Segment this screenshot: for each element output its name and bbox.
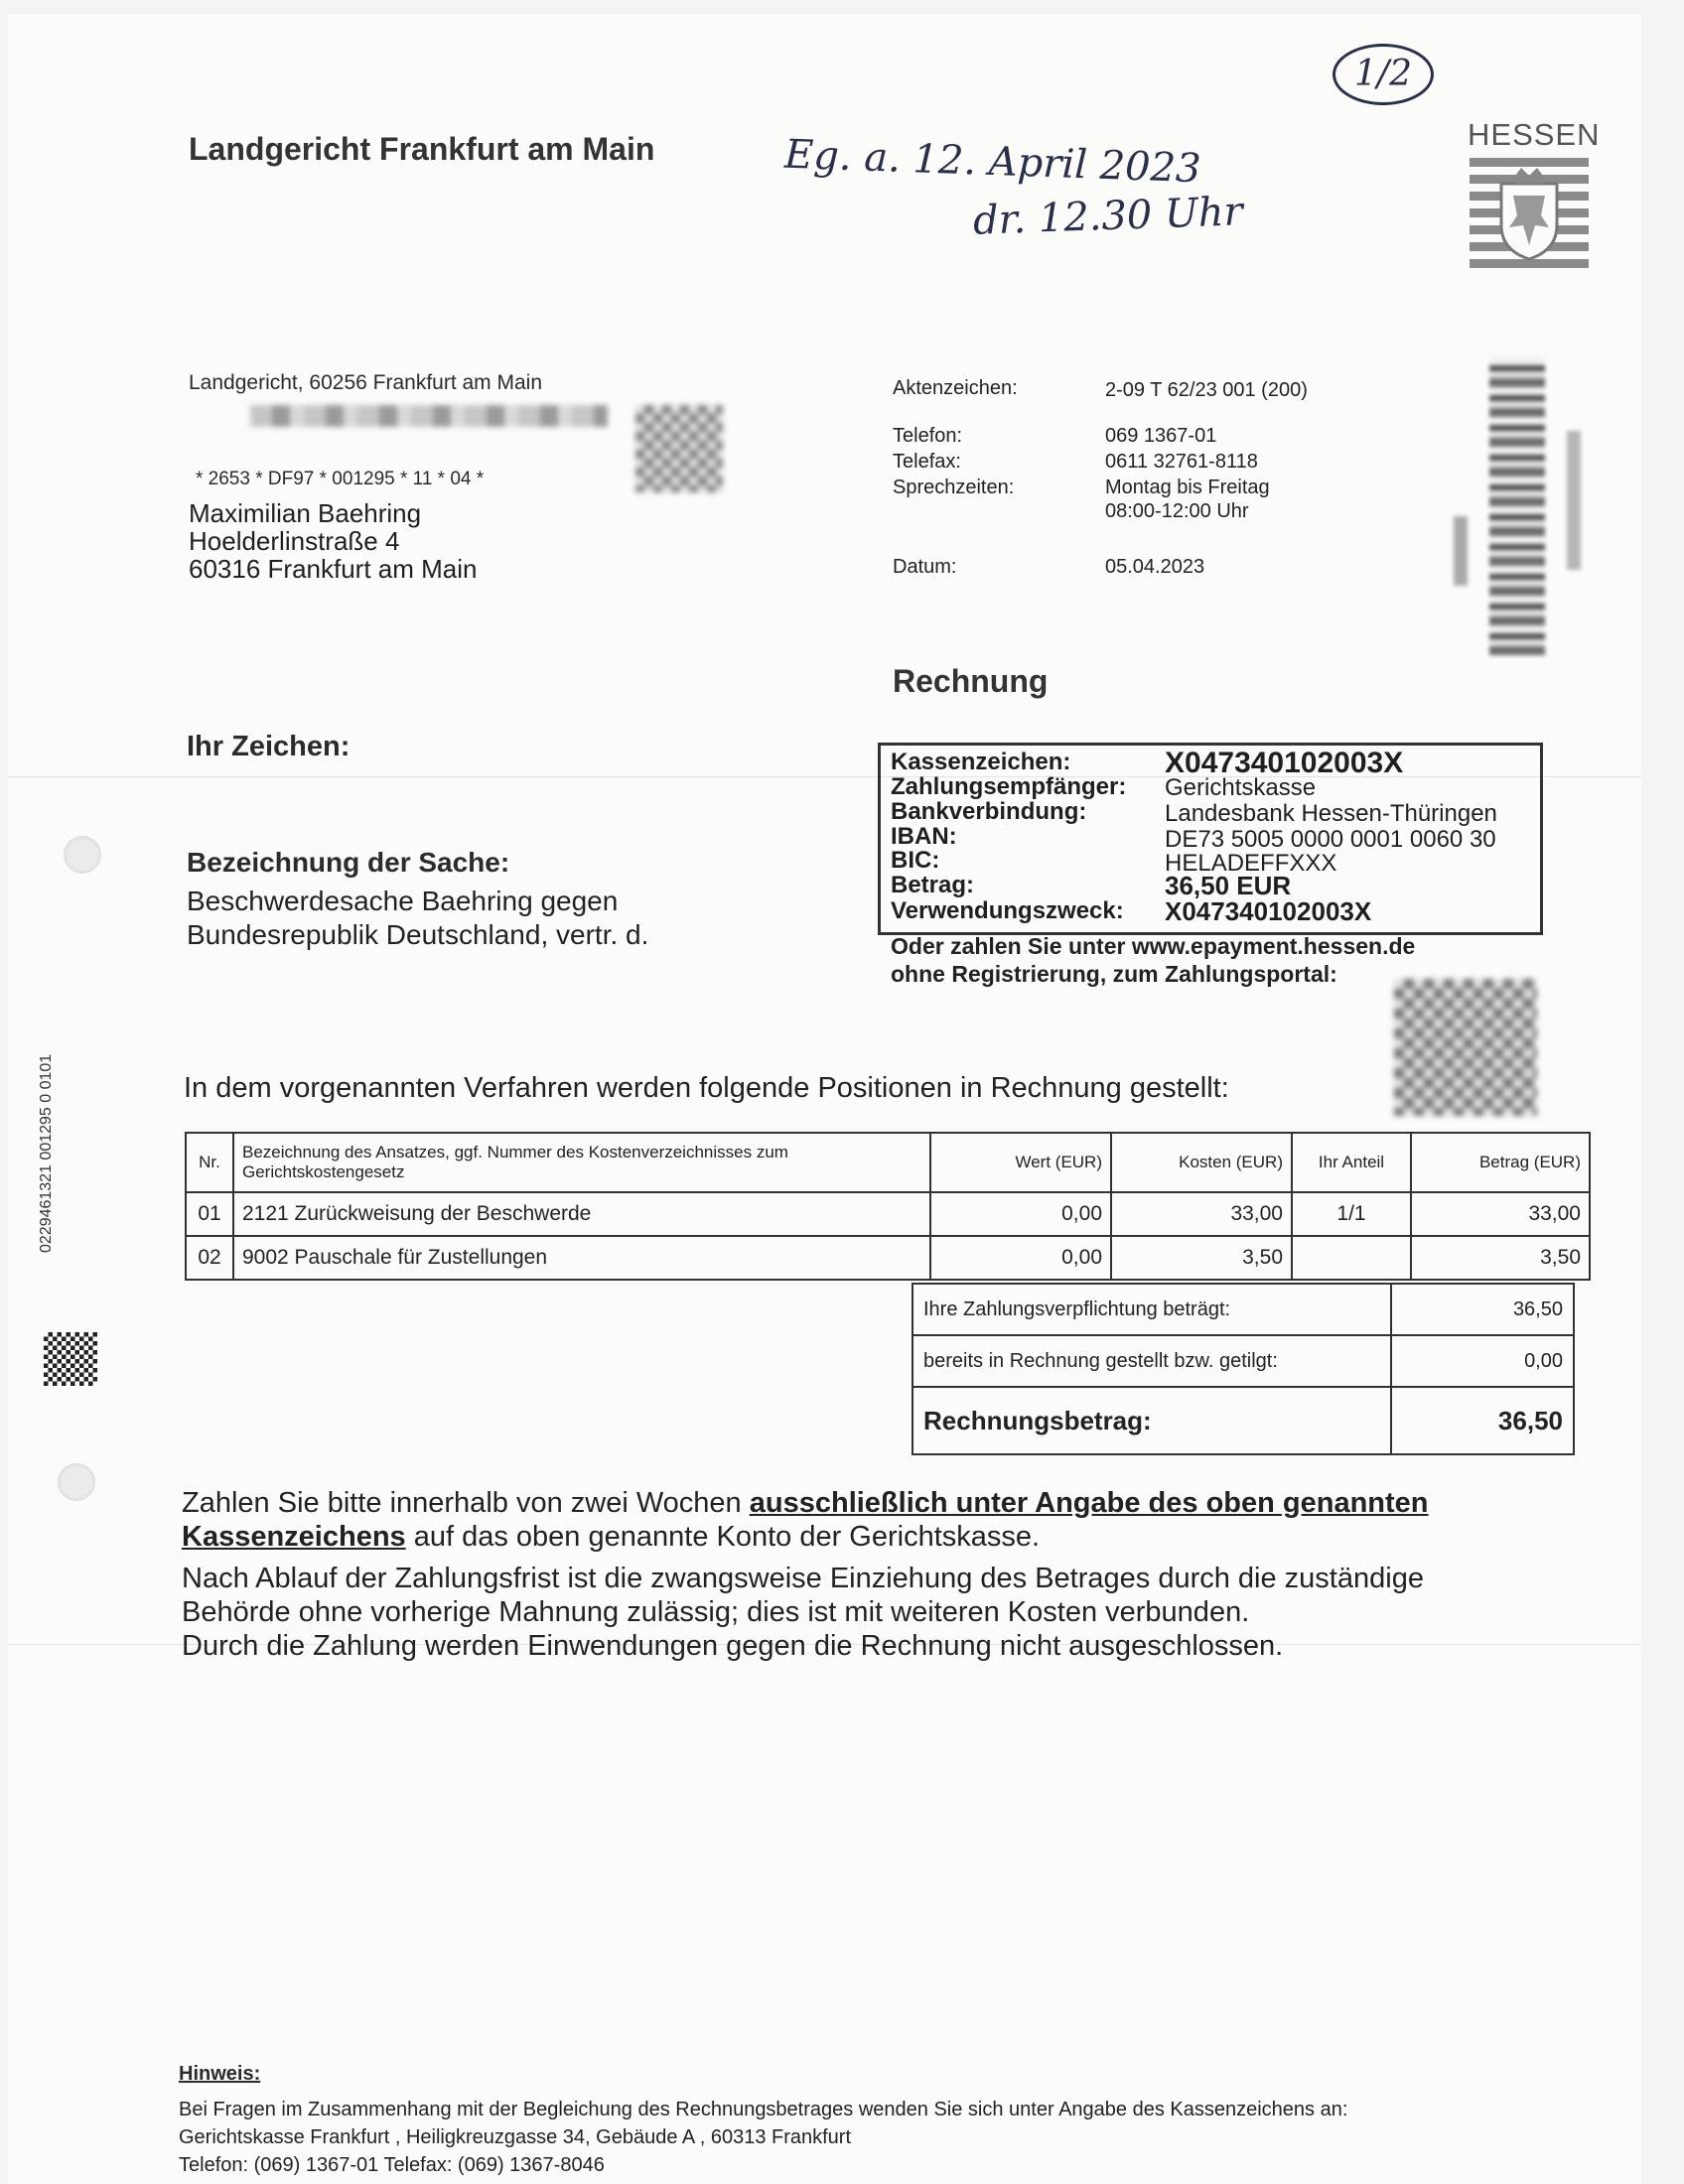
table-row [186, 1192, 1590, 1236]
hessen-logo-text: HESSEN [1468, 117, 1601, 152]
positions-table [185, 1132, 1591, 1281]
kassenzeichen-value: X047340102003X [1165, 747, 1404, 779]
betrag-label: Betrag: [891, 872, 975, 898]
punch-hole [64, 836, 101, 874]
payment-text: auf das oben genannte Konto der Gerichtskasse. [405, 1521, 1041, 1553]
bankverbindung-value: Landesbank Hessen-Thüringen [1165, 800, 1497, 827]
aktenzeichen-label: Aktenzeichen: [893, 377, 1018, 399]
table-row [186, 1236, 1590, 1280]
cell-betrag: 33,00 [1411, 1192, 1590, 1236]
hinweis-line: Gerichtskasse Frankfurt , Heiligkreuzgasse 34, Gebäude A , 60313 Frankfurt [179, 2126, 852, 2148]
header-nr: Nr. [186, 1133, 233, 1192]
epayment-line: Oder zahlen Sie unter www.epayment.hessen.de [891, 933, 1416, 959]
telefon-label: Telefon: [893, 425, 963, 447]
recipient-street: Hoelderlinstraße 4 [189, 526, 400, 556]
recipient-city: 60316 Frankfurt am Main [189, 554, 478, 584]
hessen-coat-of-arms-icon [1470, 156, 1589, 272]
data-matrix-icon [44, 1332, 97, 1386]
iban-value: DE73 5005 0000 0001 0060 30 [1165, 826, 1496, 853]
epayment-line: ohne Registrierung, zum Zahlungsportal: [891, 961, 1337, 987]
bereits-value: 0,00 [1391, 1335, 1574, 1387]
bic-label: BIC: [891, 847, 940, 874]
sache-line: Beschwerdesache Baehring gegen [187, 886, 619, 916]
cell-bezeichnung: 2121 Zurückweisung der Beschwerde [233, 1192, 930, 1236]
empfaenger-label: Zahlungsempfänger: [891, 773, 1127, 800]
document-type-heading: Rechnung [893, 663, 1049, 699]
payment-instruction-line: Durch die Zahlung werden Einwendungen gegen die Rechnung nicht ausgeschlossen. [182, 1630, 1284, 1662]
sprechzeiten-value-hours: 08:00-12:00 Uhr [1105, 500, 1249, 522]
cell-anteil [1292, 1236, 1411, 1280]
payment-instruction-line: Nach Ablauf der Zahlungsfrist ist die zwangsweise Einziehung des Betrages durch die zuständige [182, 1563, 1424, 1594]
handwritten-page-mark: 1/2 [1333, 44, 1434, 105]
cell-nr: 02 [186, 1236, 233, 1280]
verpflichtung-label: Ihre Zahlungsverpflichtung beträgt: [912, 1284, 1391, 1335]
punch-hole [58, 1463, 95, 1501]
rechnungsbetrag-value: 36,50 [1391, 1387, 1574, 1454]
redacted-area [250, 405, 608, 427]
cell-kosten: 33,00 [1111, 1192, 1292, 1236]
sache-line: Bundesrepublik Deutschland, vertr. d. [187, 919, 649, 950]
payment-text-emphasis: ausschließlich unter Angabe des oben genannten [749, 1487, 1429, 1519]
sprechzeiten-label: Sprechzeiten: [893, 477, 1015, 498]
redacted-barcode [1454, 516, 1468, 586]
handwritten-receipt-time: dr. 12.30 Uhr [972, 189, 1244, 244]
header-betrag: Betrag (EUR) [1411, 1133, 1590, 1192]
sender-line: Landgericht, 60256 Frankfurt am Main [189, 371, 543, 394]
header-anteil: Ihr Anteil [1292, 1133, 1411, 1192]
sache-heading: Bezeichnung der Sache: [187, 847, 510, 878]
rechnungsbetrag-label: Rechnungsbetrag: [912, 1387, 1391, 1454]
payment-instruction-line [182, 1520, 1040, 1554]
qr-code-icon [635, 405, 723, 492]
handwritten-receipt-date: Eg. a. 12. April 2023 [783, 131, 1202, 193]
hinweis-line: Telefon: (069) 1367-01 Telefax: (069) 1367-8046 [179, 2154, 605, 2176]
redacted-barcode [1567, 431, 1581, 570]
aktenzeichen-value: 2-09 T 62/23 001 (200) [1105, 379, 1308, 401]
payment-instruction-line: Behörde ohne vorherige Mahnung zulässig; dies ist mit weiteren Kosten verbunden. [182, 1596, 1250, 1628]
cell-kosten: 3,50 [1111, 1236, 1292, 1280]
hinweis-heading: Hinweis: [179, 2063, 261, 2085]
totals-row [912, 1387, 1574, 1454]
header-bezeichnung: Bezeichnung des Ansatzes, ggf. Nummer des Kostenverzeichnisses zum Gerichtskostengesetz [233, 1133, 930, 1192]
kassenzeichen-label: Kassenzeichen: [891, 749, 1071, 775]
payment-text-emphasis: Kassenzeichens [182, 1521, 406, 1553]
telefon-value: 069 1367-01 [1105, 425, 1217, 447]
side-reference-number: 0229461321 001295 0 0101 [38, 1053, 55, 1253]
telefax-value: 0611 32761-8118 [1105, 451, 1258, 473]
payment-instruction-line [182, 1486, 1429, 1520]
positions-intro: In dem vorgenannten Verfahren werden folgende Positionen in Rechnung gestellt: [184, 1072, 1229, 1104]
cell-nr: 01 [186, 1192, 233, 1236]
cell-wert: 0,00 [930, 1236, 1111, 1280]
payment-text: Zahlen Sie bitte innerhalb von zwei Wochen [182, 1487, 750, 1519]
hinweis-line: Bei Fragen im Zusammenhang mit der Begleichung des Rechnungsbetrages wenden Sie sich unter Angabe des Kassenzeichens an: [179, 2099, 1348, 2120]
cell-betrag: 3,50 [1411, 1236, 1590, 1280]
iban-label: IBAN: [891, 823, 957, 850]
totals-row [912, 1284, 1574, 1335]
court-title: Landgericht Frankfurt am Main [189, 131, 655, 167]
header-wert: Wert (EUR) [930, 1133, 1111, 1192]
bankverbindung-label: Bankverbindung: [891, 798, 1087, 825]
verpflichtung-value: 36,50 [1391, 1284, 1574, 1335]
epayment-qr-code-icon [1394, 979, 1537, 1116]
datum-value: 05.04.2023 [1105, 556, 1205, 578]
table-header-row [186, 1133, 1590, 1192]
bereits-label: bereits in Rechnung gestellt bzw. getilgt: [912, 1335, 1391, 1387]
ihr-zeichen-label: Ihr Zeichen: [187, 731, 351, 762]
verwendungszweck-value: X047340102003X [1165, 896, 1372, 926]
cell-wert: 0,00 [930, 1192, 1111, 1236]
betrag-value: 36,50 EUR [1165, 871, 1292, 900]
sprechzeiten-value-days: Montag bis Freitag [1105, 477, 1270, 498]
cell-anteil: 1/1 [1292, 1192, 1411, 1236]
telefax-label: Telefax: [893, 451, 961, 473]
header-kosten: Kosten (EUR) [1111, 1133, 1292, 1192]
empfaenger-value: Gerichtskasse [1165, 774, 1317, 801]
bic-value: HELADEFFXXX [1165, 850, 1337, 877]
totals-table [912, 1283, 1575, 1455]
datum-label: Datum: [893, 556, 957, 578]
recipient-name: Maximilian Baehring [189, 498, 422, 528]
postal-code-line: * 2653 * DF97 * 001295 * 11 * 04 * [196, 469, 485, 489]
totals-row [912, 1335, 1574, 1387]
cell-bezeichnung: 9002 Pauschale für Zustellungen [233, 1236, 930, 1280]
verwendungszweck-label: Verwendungszweck: [891, 897, 1124, 924]
redacted-barcode [1489, 357, 1545, 655]
